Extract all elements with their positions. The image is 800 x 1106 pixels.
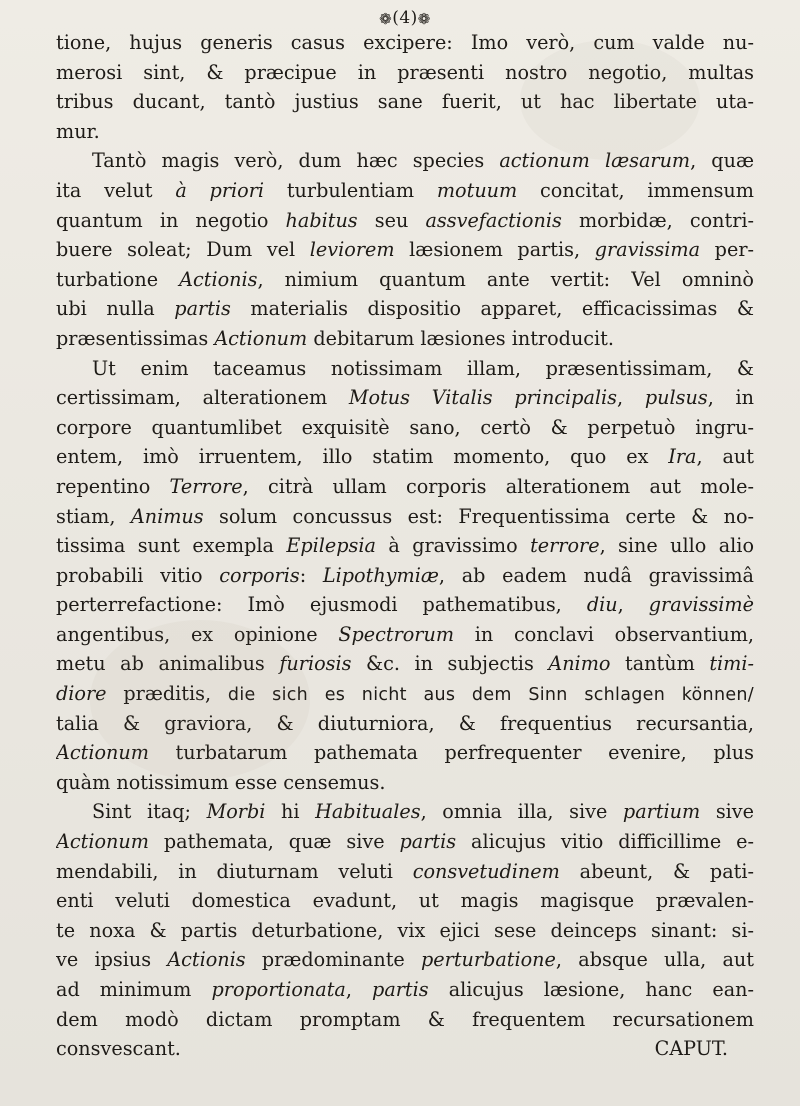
italic-text: Habituales [315, 800, 421, 824]
text-run: per- [700, 238, 754, 262]
italic-text: Actionis [179, 267, 258, 291]
text-run: turbatarum pathemata perfrequenter evenire, plus [148, 741, 754, 765]
text-line [56, 502, 754, 532]
text-run: quantum in negotio [56, 208, 286, 232]
text-run: entem, imò irruentem, illo statim momento, quo ex [56, 445, 669, 469]
italic-text: assvefactionis [425, 208, 562, 232]
text-run: alicujus læsione, hanc ean- [428, 978, 754, 1001]
text-line [56, 857, 754, 887]
text-run: , omnia illa, sive [420, 800, 623, 824]
text-line [56, 206, 754, 236]
text-run: tantùm [610, 652, 710, 676]
italic-text: perturbatione [421, 948, 556, 972]
italic-text: leviorem [309, 238, 395, 262]
text-run: ita velut [56, 178, 176, 202]
text-run: metu ab animalibus [56, 652, 280, 676]
italic-text: à priori [175, 178, 265, 202]
text-run: , in [707, 386, 754, 410]
text-line [56, 620, 754, 650]
text-run: turbatione [56, 267, 180, 291]
text-line [56, 945, 754, 975]
text-run: à gravissimo [375, 534, 531, 558]
italic-text: Morbi [206, 800, 266, 824]
text-run: Tantò magis verò, dum hæc species [92, 149, 500, 173]
text-run: enti veluti domestica evadunt, ut magis magisque prævalen- [56, 889, 754, 913]
catchword: CAPUT. [654, 1037, 728, 1061]
text-run: consvescant. [56, 1037, 181, 1061]
text-run: tione, hujus generis casus excipere: Imo verò, cum valde nu- [56, 31, 754, 54]
text-line [56, 28, 754, 58]
italic-text: partis [399, 830, 457, 854]
text-run: materialis dispositio apparet, efficacissimas & [230, 297, 754, 321]
text-line [56, 649, 754, 679]
body-text [56, 28, 754, 1064]
text-line [56, 561, 754, 591]
text-run: læsionem partis, [394, 238, 595, 262]
italic-text: terrore [530, 534, 600, 558]
text-run: te noxa & partis deturbatione, vix ejici sese deinceps sinant: si- [56, 918, 754, 942]
text-line [56, 1034, 754, 1064]
text-line [56, 235, 754, 265]
text-run: prædominante [245, 948, 422, 972]
text-run: repentino [56, 474, 170, 498]
text-run: probabili vitio [56, 563, 220, 587]
text-run: angentibus, ex opinione [56, 622, 339, 646]
text-run: certissimam, alterationem [56, 386, 349, 410]
text-run: ad minimum [56, 978, 212, 1001]
text-run: buere soleat; Dum vel [56, 238, 310, 262]
italic-text: Ira [668, 445, 697, 469]
text-run: hi [265, 800, 316, 824]
text-run: præsentissimas [56, 326, 215, 350]
text-run: debitarum læsiones introducit. [307, 326, 614, 350]
text-run: , aut [696, 445, 754, 469]
text-line [56, 472, 754, 502]
text-run: Ut enim taceamus notissimam illam, præsentissimam, & [92, 356, 754, 380]
text-line [56, 176, 754, 206]
text-run: mur. [56, 119, 100, 143]
text-line [56, 797, 754, 827]
italic-text: habitus [285, 208, 358, 232]
text-run: alicujus vitio difficillime e- [456, 830, 754, 854]
italic-text: consvetudinem [412, 859, 560, 883]
text-run: corpore quantumlibet exquisitè sano, certò & perpetuò ingru- [56, 415, 754, 439]
text-line [56, 1005, 754, 1035]
text-line [56, 531, 754, 561]
italic-text: timi- [709, 652, 754, 676]
italic-text: Actionum [214, 326, 308, 350]
italic-text: furiosis [279, 652, 352, 676]
text-line [56, 383, 754, 413]
ornament-left-icon: ❁ [379, 9, 393, 28]
text-line [56, 768, 754, 798]
text-run: pathemata, quæ sive [148, 830, 400, 854]
text-line [56, 265, 754, 295]
italic-text: proportionata [211, 978, 346, 1001]
text-run: mendabili, in diuturnam veluti [56, 859, 413, 883]
text-line [56, 916, 754, 946]
italic-text: Animus [130, 504, 204, 528]
text-run: concitat, immensum [517, 178, 754, 202]
text-line [56, 975, 754, 1005]
text-run: : [299, 563, 323, 587]
text-run: seu [357, 208, 426, 232]
ornament-right-icon: ❁ [417, 9, 431, 28]
text-line [56, 709, 754, 739]
text-run: merosi sint, & præcipue in præsenti nostro negotio, multas [56, 60, 754, 84]
blackletter-text: die sich es nicht aus dem Sinn schlagen können/ [227, 685, 754, 706]
italic-text: gravissimè [648, 593, 754, 617]
text-run: , ab eadem nudâ gravissimâ [438, 563, 754, 587]
text-run: Sint itaq; [92, 800, 207, 824]
text-line [56, 827, 754, 857]
italic-text: diu [586, 593, 618, 617]
italic-text: Lipothymiæ [322, 563, 439, 587]
italic-text: actionum læsarum [499, 149, 691, 173]
text-run: , [345, 978, 373, 1001]
text-run: ubi nulla [56, 297, 175, 321]
text-run: dem modò dictam promptam & frequentem recursationem [56, 1007, 754, 1031]
italic-text: corporis [219, 563, 300, 587]
text-line [56, 324, 754, 354]
italic-text: Actionum [56, 741, 149, 765]
italic-text: Animo [548, 652, 611, 676]
text-line [56, 442, 754, 472]
italic-text: partis [372, 978, 429, 1001]
text-line [56, 738, 754, 768]
text-line [56, 87, 754, 117]
text-run: , [617, 593, 649, 617]
text-run: , citrà ullam corporis alterationem aut mole- [242, 474, 754, 498]
text-run: , sine ullo alio [599, 534, 754, 558]
text-run: abeunt, & pati- [559, 859, 754, 883]
italic-text: Spectrorum [338, 622, 455, 646]
text-run: solum concussus est: Frequentissima certe & no- [203, 504, 754, 528]
text-run: sive [700, 800, 754, 824]
text-run: quàm notissimum esse censemus. [56, 770, 386, 794]
italic-text: Terrore [169, 474, 243, 498]
italic-text: motuum [436, 178, 518, 202]
italic-text: partium [622, 800, 701, 824]
text-line [56, 413, 754, 443]
text-line [56, 886, 754, 916]
italic-text: diore [56, 682, 107, 706]
text-run: , [617, 386, 645, 410]
text-line [56, 58, 754, 88]
text-run: præditis, [106, 682, 228, 706]
italic-text: partis [174, 297, 231, 321]
page-number: (4) [392, 8, 418, 28]
text-run: , nimium quantum ante vertit: Vel omninò [257, 267, 754, 291]
text-run: stiam, [56, 504, 131, 528]
text-line [56, 590, 754, 620]
text-line [56, 117, 754, 147]
text-run: ve ipsius [56, 948, 168, 972]
text-line [56, 294, 754, 324]
text-run: perterrefactione: Imò ejusmodi pathematibus, [56, 593, 587, 617]
text-run: tribus ducant, tantò justius sane fuerit, ut hac libertate uta- [56, 90, 754, 114]
italic-text: gravissima [594, 238, 701, 262]
text-line [56, 354, 754, 384]
text-run: tissima sunt exempla [56, 534, 287, 558]
text-run: , absque ulla, aut [555, 948, 754, 972]
text-run: turbulentiam [264, 178, 437, 202]
italic-text: Actionum [56, 830, 149, 854]
italic-text: pulsus [644, 386, 708, 410]
page-header [56, 8, 754, 28]
text-run: morbidæ, contri- [561, 208, 754, 232]
text-line [56, 679, 754, 709]
text-run: in conclavi observantium, [454, 622, 754, 646]
text-run: , quæ [690, 149, 754, 173]
text-line [56, 146, 754, 176]
italic-text: Epilepsia [286, 534, 376, 558]
italic-text: Motus Vitalis principalis [348, 386, 618, 410]
text-run: &c. in subjectis [351, 652, 549, 676]
italic-text: Actionis [167, 948, 246, 972]
text-run: talia & graviora, & diuturniora, & frequentius recursantia, [56, 711, 754, 735]
